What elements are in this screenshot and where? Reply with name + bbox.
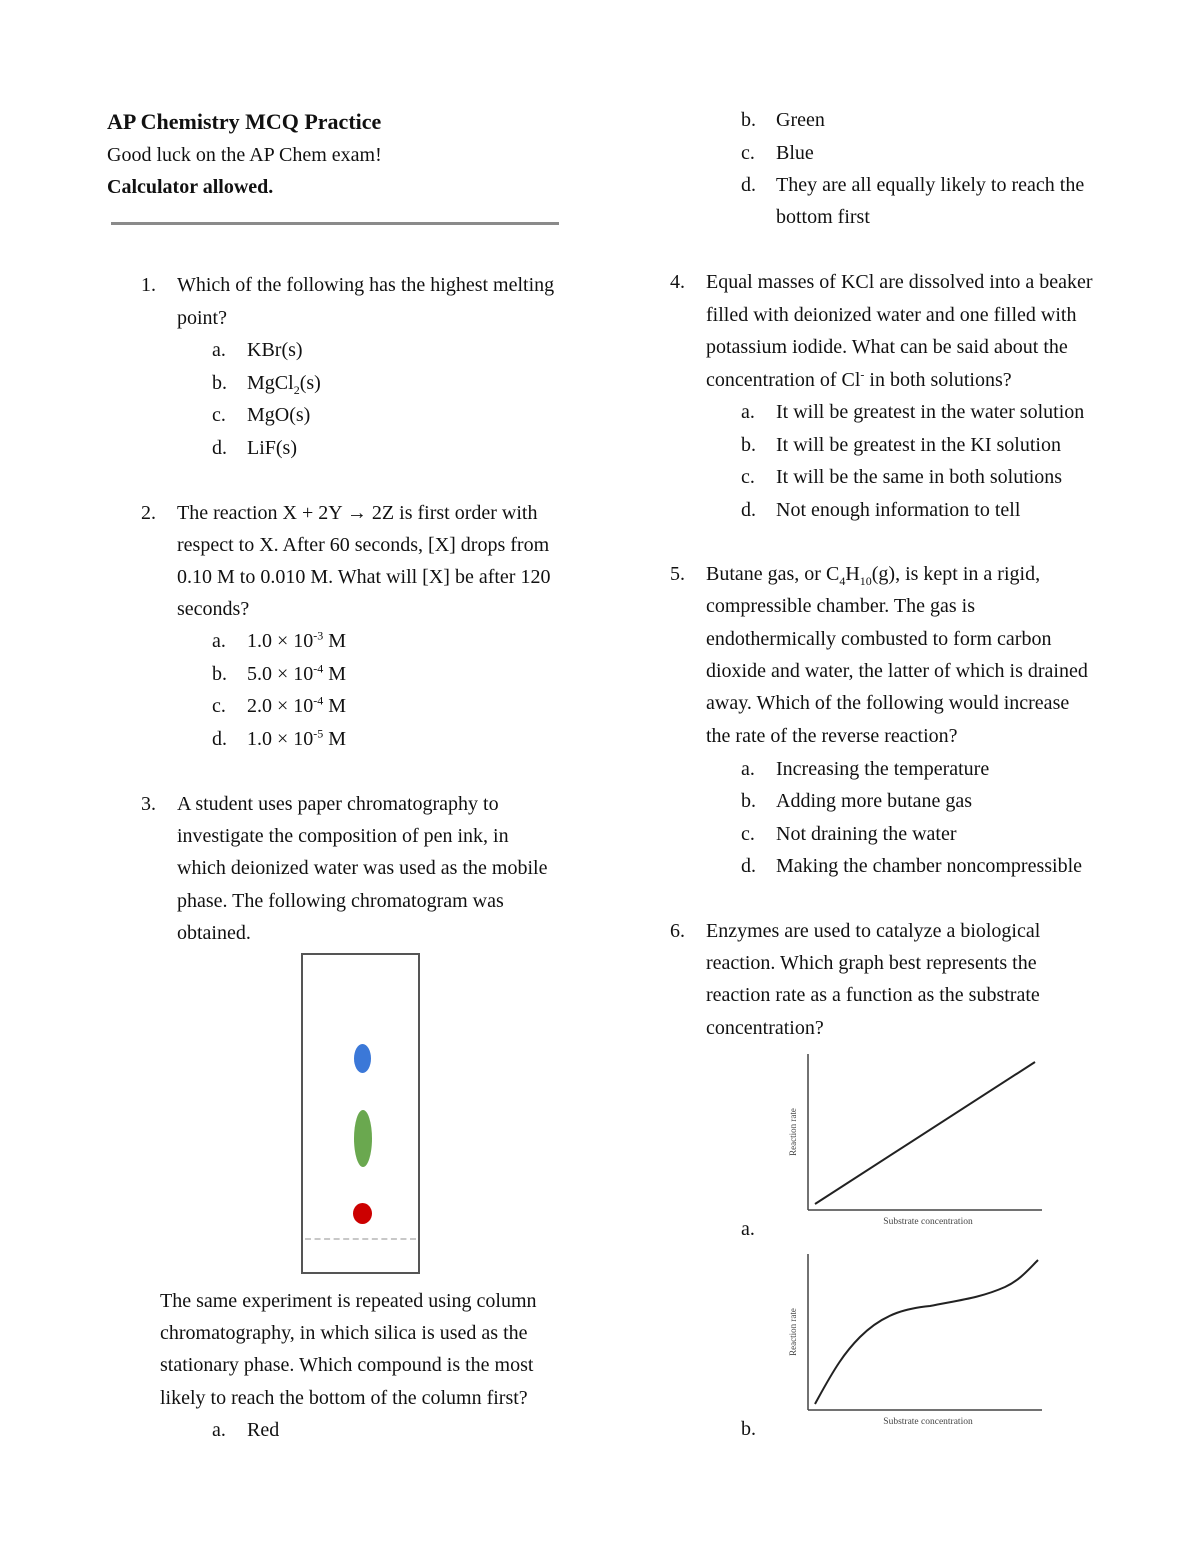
option-letter: c. (212, 404, 226, 426)
option-letter: c. (741, 466, 755, 488)
chromatogram-figure (301, 953, 420, 1274)
option-text-after: M (323, 695, 347, 717)
question-text-line: potassium iodide. What can be said about the (706, 336, 1068, 358)
option-text-after: M (323, 630, 347, 652)
option-c[interactable]: MgO(s) (247, 404, 311, 426)
question-text-line: 0.10 M to 0.010 M. What will [X] be after 120 (177, 566, 551, 588)
question-followup-line: chromatography, in which silica is used as the (160, 1322, 528, 1344)
x-axis-label: Substrate concentration (883, 1217, 973, 1227)
question-number: 5. (670, 563, 685, 585)
question-text-line: respect to X. After 60 seconds, [X] drops from (177, 534, 550, 556)
question-number: 1. (141, 274, 156, 296)
question-text-line: Enzymes are used to catalyze a biological (706, 920, 1041, 942)
text: (g), is kept in a rigid, (871, 563, 1041, 585)
option-d[interactable] (247, 727, 346, 751)
option-d[interactable]: Making the chamber noncompressible (776, 855, 1083, 877)
page-subtitle: Good luck on the AP Chem exam! (107, 144, 382, 166)
option-letter: a. (741, 401, 755, 423)
question-text-line: away. Which of the following would increase (706, 692, 1070, 714)
graph-option-b[interactable] (780, 1252, 1050, 1432)
question-text-line: point? (177, 307, 227, 329)
option-letter: a. (741, 758, 755, 780)
question-text-line: which deionized water was used as the mobile (177, 857, 548, 879)
question-text-line: reaction. Which graph best represents the (706, 952, 1037, 974)
question-number: 3. (141, 793, 156, 815)
option-letter: c. (741, 823, 755, 845)
option-d[interactable]: They are all equally likely to reach the (776, 174, 1085, 196)
question-text-line: phase. The following chromatogram was (177, 890, 504, 912)
text: Butane gas, or C (706, 563, 840, 585)
option-text: 1.0 × 10 (247, 630, 314, 652)
option-letter[interactable]: a. (741, 1218, 755, 1240)
text-after: in both solutions? (864, 369, 1012, 391)
question-text-line: dioxide and water, the latter of which is drained (706, 660, 1088, 682)
option-d-continued: bottom first (776, 206, 870, 228)
superscript: -5 (313, 726, 324, 741)
option-c[interactable]: Not draining the water (776, 823, 957, 845)
superscript: -4 (313, 661, 324, 676)
option-letter: c. (741, 142, 755, 164)
superscript: -3 (313, 628, 324, 643)
question-text-line: filled with deionized water and one filled with (706, 304, 1077, 326)
option-letter: d. (741, 499, 756, 521)
question-text-line: concentration? (706, 1017, 824, 1039)
option-text: 1.0 × 10 (247, 728, 314, 750)
question-followup-line: stationary phase. Which compound is the most (160, 1354, 534, 1376)
question-number: 2. (141, 502, 156, 524)
text: H (845, 563, 860, 585)
subscript: 10 (859, 574, 872, 588)
option-letter: d. (741, 855, 756, 877)
green-spot (354, 1110, 372, 1167)
option-b[interactable]: Adding more butane gas (776, 790, 973, 812)
subscript: 4 (839, 574, 846, 588)
option-b[interactable] (247, 662, 346, 686)
question-followup-line: likely to reach the bottom of the column first? (160, 1387, 528, 1409)
question-text-line (706, 368, 1012, 392)
option-c[interactable]: Blue (776, 142, 814, 164)
question-text-line: reaction rate as a function as the substrate (706, 984, 1040, 1006)
option-text-after: M (323, 663, 347, 685)
option-letter: a. (212, 339, 226, 361)
superscript: -4 (313, 693, 324, 708)
option-a[interactable]: Increasing the temperature (776, 758, 990, 780)
question-followup-line: The same experiment is repeated using column (160, 1290, 537, 1312)
question-text-line: obtained. (177, 922, 251, 944)
option-letter: d. (212, 728, 227, 750)
option-letter: b. (212, 663, 227, 685)
x-axis-label: Substrate concentration (883, 1417, 973, 1427)
option-text-after: (s) (299, 372, 321, 394)
question-text-line: seconds? (177, 598, 250, 620)
option-letter: b. (741, 790, 756, 812)
option-a[interactable] (247, 629, 346, 653)
option-letter: b. (212, 372, 227, 394)
subscript: 2 (293, 383, 300, 397)
option-text: MgCl (247, 372, 294, 394)
option-d[interactable]: Not enough information to tell (776, 499, 1021, 521)
option-letter: b. (741, 109, 756, 131)
option-text-after: M (323, 728, 347, 750)
graph-option-a[interactable] (780, 1052, 1050, 1232)
question-text-line: endothermically combusted to form carbon (706, 628, 1052, 650)
option-letter: b. (741, 434, 756, 456)
question-text-line: The reaction X + 2Y → 2Z is first order with (177, 502, 538, 524)
origin-line (305, 1238, 416, 1240)
option-a[interactable]: Red (247, 1419, 280, 1441)
blue-spot (354, 1044, 371, 1073)
text: concentration of Cl (706, 369, 861, 391)
header-divider (111, 222, 559, 225)
option-b[interactable]: It will be greatest in the KI solution (776, 434, 1061, 456)
question-text-line: the rate of the reverse reaction? (706, 725, 958, 747)
option-a[interactable]: KBr(s) (247, 339, 303, 361)
question-number: 6. (670, 920, 685, 942)
question-text-line: Which of the following has the highest melting (177, 274, 555, 296)
question-text-line: A student uses paper chromatography to (177, 793, 499, 815)
option-letter: d. (212, 437, 227, 459)
option-b[interactable] (247, 371, 321, 395)
red-spot (353, 1203, 372, 1224)
option-letter: c. (212, 695, 226, 717)
superscript: - (860, 367, 865, 382)
option-letter[interactable]: b. (741, 1418, 756, 1440)
question-text-line: compressible chamber. The gas is (706, 595, 976, 617)
y-axis-label: Reaction rate (788, 1308, 798, 1356)
y-axis-label: Reaction rate (788, 1108, 798, 1156)
option-letter: d. (741, 174, 756, 196)
option-letter: a. (212, 1419, 226, 1441)
option-d[interactable]: LiF(s) (247, 437, 297, 459)
option-c[interactable]: It will be the same in both solutions (776, 466, 1063, 488)
option-text: 2.0 × 10 (247, 695, 314, 717)
option-b[interactable]: Green (776, 109, 825, 131)
question-number: 4. (670, 271, 685, 293)
calculator-note: Calculator allowed. (107, 176, 274, 198)
option-c[interactable] (247, 694, 346, 718)
question-text-line: investigate the composition of pen ink, in (177, 825, 509, 847)
option-letter: a. (212, 630, 226, 652)
question-text-line (706, 562, 1040, 586)
option-text: 5.0 × 10 (247, 663, 314, 685)
page-title: AP Chemistry MCQ Practice (107, 109, 382, 134)
option-a[interactable]: It will be greatest in the water solution (776, 401, 1085, 423)
question-text-line: Equal masses of KCl are dissolved into a beaker (706, 271, 1093, 293)
